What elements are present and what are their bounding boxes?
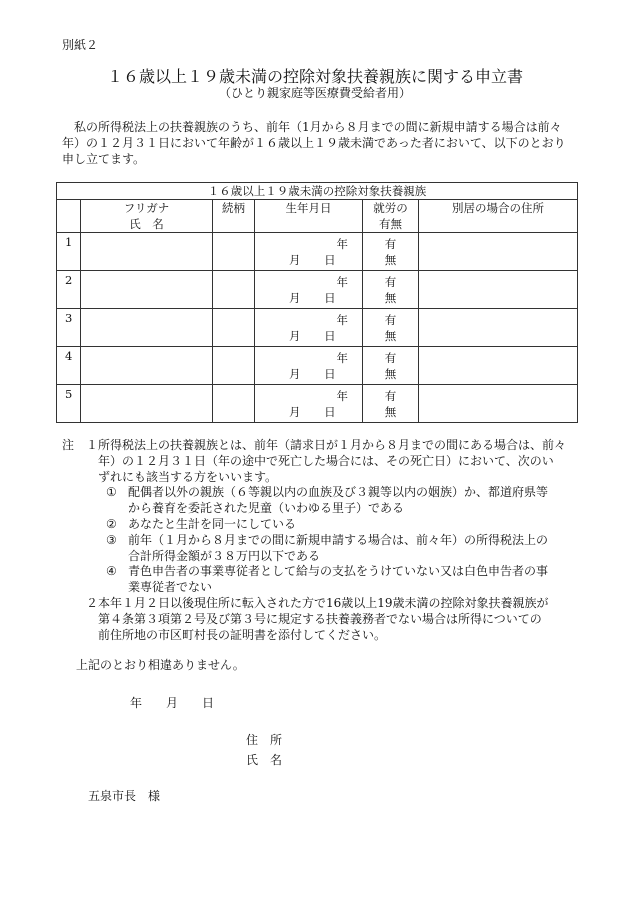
date-line[interactable]: 年 月 日 bbox=[130, 696, 215, 710]
no-option[interactable]: 無 bbox=[384, 290, 397, 305]
note-line: 前住所地の市区町村長の証明書を添付してください。 bbox=[98, 627, 387, 642]
month-day-label: 月 日 bbox=[289, 252, 336, 267]
dependents-table bbox=[56, 182, 578, 423]
relation-header: 続柄 bbox=[213, 200, 255, 233]
table-row bbox=[57, 385, 578, 423]
month-day-label: 月 日 bbox=[289, 328, 336, 343]
relation-cell[interactable] bbox=[213, 385, 255, 423]
declaration: 上記のとおり相違ありません。 bbox=[76, 658, 245, 672]
row-number: 5 bbox=[57, 385, 81, 423]
note-line: 本年１月２日以後現住所に転入された方で16歳以上19歳未満の控除対象扶養親族が bbox=[98, 595, 549, 610]
no-option[interactable]: 無 bbox=[384, 404, 397, 419]
no-option[interactable]: 無 bbox=[384, 366, 397, 381]
address-cell[interactable] bbox=[419, 385, 578, 423]
year-label: 年 bbox=[336, 388, 348, 403]
address-cell[interactable] bbox=[419, 233, 578, 271]
yes-option[interactable]: 有 bbox=[384, 388, 397, 403]
intro-line: 申し立てます。 bbox=[62, 152, 146, 166]
table-row bbox=[57, 271, 578, 309]
name-cell[interactable] bbox=[81, 309, 213, 347]
item-mark: ② bbox=[106, 516, 117, 531]
addressee: 五泉市長 様 bbox=[88, 789, 161, 803]
item-line: 業専従者でない bbox=[128, 580, 213, 595]
name-label-signature: 氏 名 bbox=[246, 753, 283, 767]
table-row bbox=[57, 347, 578, 385]
item-line: 青色申告者の事業専従者として給与の支払をうけていない又は白色申告者の事 bbox=[128, 564, 549, 579]
item-line: あなたと生計を同一にしている bbox=[128, 516, 297, 531]
table-header-name bbox=[81, 200, 213, 233]
note-item bbox=[62, 485, 582, 517]
table-row bbox=[57, 309, 578, 347]
year-label: 年 bbox=[336, 236, 348, 251]
month-day-label: 月 日 bbox=[289, 290, 336, 305]
note-line: 所得税法上の扶養親族とは、前年（請求日が１月から８月までの間にある場合は、前々 bbox=[98, 438, 567, 452]
note-item bbox=[62, 517, 582, 533]
yes-option[interactable]: 有 bbox=[384, 274, 397, 289]
address-label: 住 所 bbox=[246, 733, 283, 747]
relation-cell[interactable] bbox=[213, 233, 255, 271]
relation-cell[interactable] bbox=[213, 309, 255, 347]
work-cell[interactable] bbox=[363, 309, 419, 347]
note-number: ２ bbox=[86, 595, 99, 610]
doc-label: 別紙２ bbox=[62, 38, 99, 52]
birthdate-cell[interactable] bbox=[255, 347, 363, 385]
no-option[interactable]: 無 bbox=[384, 328, 397, 343]
item-mark: ③ bbox=[106, 532, 117, 547]
page-title: １６歳以上１９歳未満の控除対象扶養親族に関する申立書 bbox=[106, 67, 523, 86]
birthdate-cell[interactable] bbox=[255, 309, 363, 347]
item-line: 配偶者以外の親族（６等親以内の血族及び３親等以内の姻族）か、都道府県等 bbox=[128, 485, 549, 500]
row-number: 2 bbox=[57, 271, 81, 309]
note-prefix: 注 bbox=[62, 438, 75, 452]
note-2 bbox=[62, 596, 582, 643]
work-header-line: 有無 bbox=[379, 217, 402, 231]
month-day-label: 月 日 bbox=[289, 366, 336, 381]
notes-section bbox=[62, 438, 582, 643]
table-row bbox=[57, 233, 578, 271]
no-option[interactable]: 無 bbox=[384, 252, 397, 267]
intro-line: 私の所得税法上の扶養親族のうち、前年（1月から８月までの間に新規申請する場合は前々 bbox=[74, 120, 562, 134]
birthdate-header: 生年月日 bbox=[255, 200, 363, 233]
item-line: 前年（１月から８月までの間に新規申請する場合は、前々年）の所得税法上の bbox=[128, 532, 549, 547]
relation-cell[interactable] bbox=[213, 271, 255, 309]
year-label: 年 bbox=[336, 350, 348, 365]
work-header bbox=[363, 200, 419, 233]
table-header-number bbox=[57, 200, 81, 233]
name-cell[interactable] bbox=[81, 347, 213, 385]
relation-cell[interactable] bbox=[213, 347, 255, 385]
item-mark: ④ bbox=[106, 564, 117, 579]
birthdate-cell[interactable] bbox=[255, 233, 363, 271]
yes-option[interactable]: 有 bbox=[384, 236, 397, 251]
address-cell[interactable] bbox=[419, 347, 578, 385]
note-line: 年）の１２月３１日（年の途中で死亡した場合には、その死亡日）において、次のい bbox=[98, 453, 554, 468]
page-subtitle: （ひとり親家庭等医療費受給者用） bbox=[218, 86, 411, 100]
note-1 bbox=[62, 438, 582, 485]
address-cell[interactable] bbox=[419, 309, 578, 347]
birthdate-cell[interactable] bbox=[255, 385, 363, 423]
note-line: 第４条第３項第２号及び第３号に規定する扶養義務者でない場合は所得についての bbox=[98, 611, 542, 626]
name-cell[interactable] bbox=[81, 385, 213, 423]
work-cell[interactable] bbox=[363, 385, 419, 423]
note-item bbox=[62, 533, 582, 565]
work-header-line: 就労の bbox=[373, 201, 408, 215]
name-cell[interactable] bbox=[81, 271, 213, 309]
note-number: １ bbox=[86, 438, 99, 452]
item-line: 合計所得金額が３８万円以下である bbox=[128, 548, 321, 563]
yes-option[interactable]: 有 bbox=[384, 350, 397, 365]
item-line: から養育を委託された児童（いわゆる里子）である bbox=[128, 501, 405, 516]
month-day-label: 月 日 bbox=[289, 404, 336, 419]
address-header: 別居の場合の住所 bbox=[419, 200, 578, 233]
row-number: 4 bbox=[57, 347, 81, 385]
row-number: 1 bbox=[57, 233, 81, 271]
intro-line: 年）の１２月３１日において年齢が１６歳以上１９歳未満であった者において、以下のとおり bbox=[62, 136, 566, 150]
year-label: 年 bbox=[336, 274, 348, 289]
table-caption: １６歳以上１９歳未満の控除対象扶養親族 bbox=[57, 183, 578, 200]
note-line: ずれにも該当する方をいいます。 bbox=[98, 469, 278, 484]
year-label: 年 bbox=[336, 312, 348, 327]
item-mark: ① bbox=[106, 485, 117, 500]
address-cell[interactable] bbox=[419, 271, 578, 309]
work-cell[interactable] bbox=[363, 347, 419, 385]
name-label: 氏 名 bbox=[129, 217, 164, 231]
birthdate-cell[interactable] bbox=[255, 271, 363, 309]
work-cell[interactable] bbox=[363, 233, 419, 271]
name-cell[interactable] bbox=[81, 233, 213, 271]
yes-option[interactable]: 有 bbox=[384, 312, 397, 327]
note-item bbox=[62, 564, 582, 596]
furigana-label: フリガナ bbox=[123, 201, 170, 215]
work-cell[interactable] bbox=[363, 271, 419, 309]
row-number: 3 bbox=[57, 309, 81, 347]
